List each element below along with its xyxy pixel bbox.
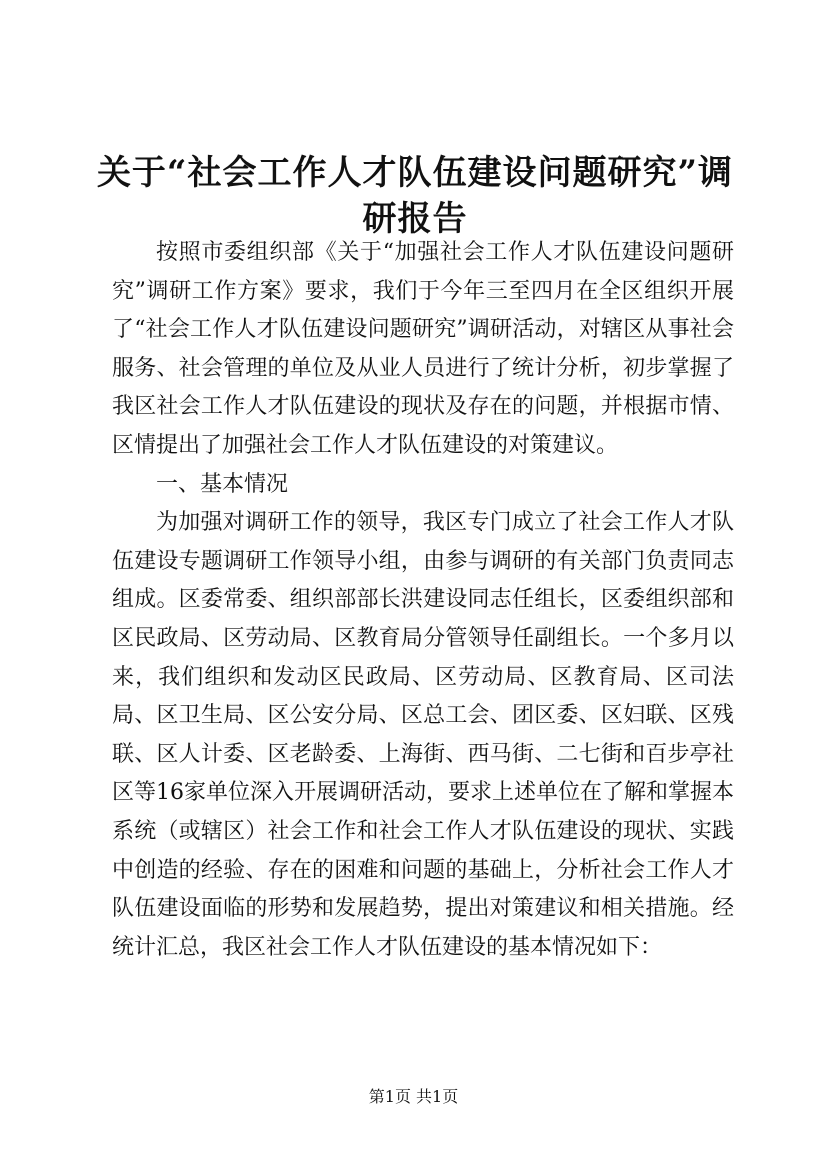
document-body: [112, 234, 734, 967]
basic-situation-paragraph: 为加强对调研工作的领导，我区专门成立了社会工作人才队伍建设专题调研工作领导小组，由参与调研的有关部门负责同志组成。区委常委、组织部部长洪建设同志任组长，区委组织部和区民政局、区劳动局、区教育局分管领导任副组长。一个多月以来，我们组织和发动区民政局、区劳动局、区教育局、区司法局、区卫生局、区公安分局、区总工会、团区委、区妇联、区残联、区人计委、区老龄委、上海街、西马街、二七街和百步亭社区等16家单位深入开展调研活动，要求上述单位在了解和掌握本系统（或辖区）社会工作和社会工作人才队伍建设的现状、实践中创造的经验、存在的困难和问题的基础上，分析社会工作人才队伍建设面临的形势和发展趋势，提出对策建议和相关措施。经统计汇总，我区社会工作人才队伍建设的基本情况如下：: [112, 510, 734, 960]
intro-paragraph: 按照市委组织部《关于“加强社会工作人才队伍建设问题研究”调研工作方案》要求，我们于今年三至四月在全区组织开展了“社会工作人才队伍建设问题研究”调研活动，对辖区从事社会服务、社会管理的单位及从业人员进行了统计分析，初步掌握了我区社会工作人才队伍建设的现状及存在的问题，并根据市情、区情提出了加强社会工作人才队伍建设的对策建议。: [112, 240, 734, 458]
document-title: 关于“社会工作人才队伍建设问题研究”调研报告: [96, 153, 734, 239]
page-number-footer: 第1页 共1页: [368, 1087, 459, 1106]
section-heading: 一、基本情况: [156, 471, 289, 497]
